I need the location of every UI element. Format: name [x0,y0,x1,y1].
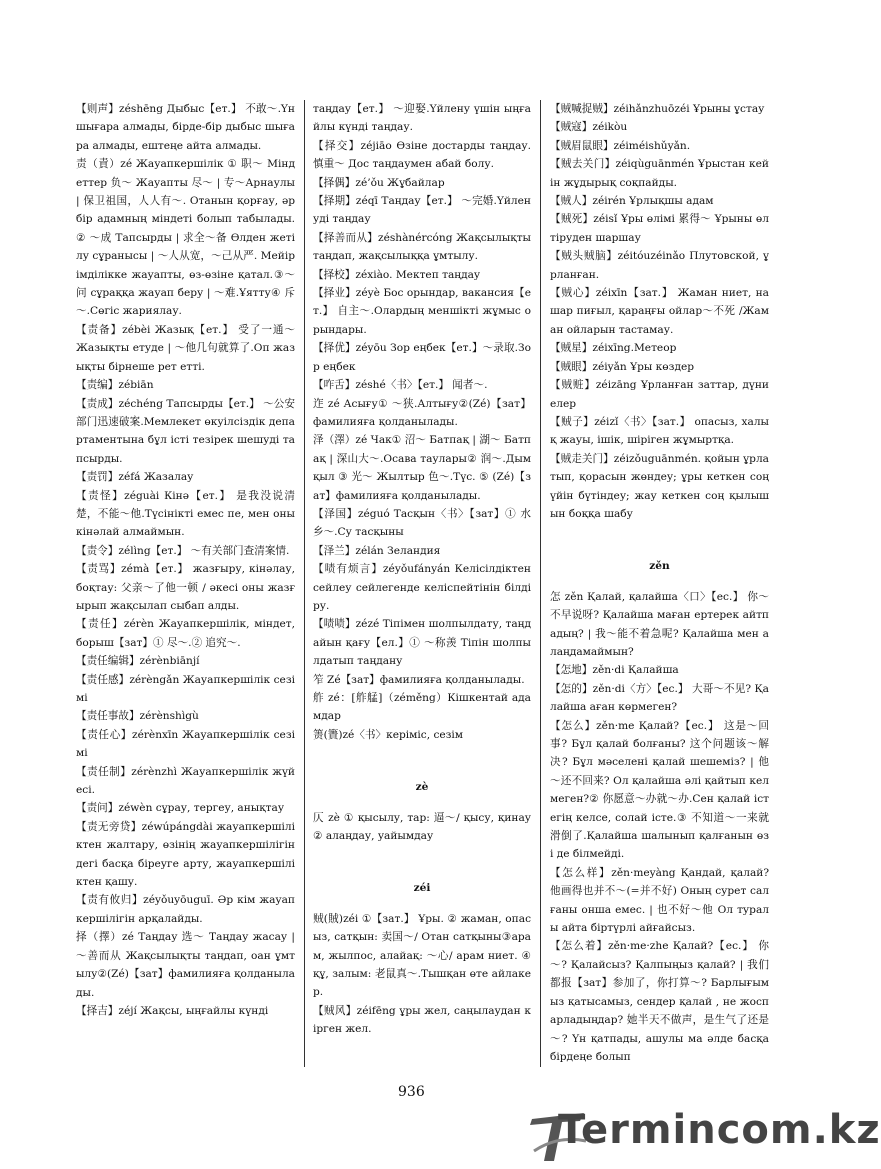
dictionary-entry: 贼(賊)zéi ①【зат.】 Ұры. ② жаман, опасыз, сатқын: 卖国～/ Отан сатқыны③арам, жылпос, алайақ: ～心/ арам ниет. ④ құ, залым: 老鼠真～.Тышқан өте айлакер. [313,912,531,999]
dictionary-entry: 【责罚】zéfá Жазалау [76,471,194,484]
dictionary-entry: 舴 zé：[舴艋]（zéměng）Кішкентай адамдар [313,692,531,723]
dictionary-entry: 【怎么样】zěn·meyàng Қандай, қалай? 他画得也并不～(=并不好) Оның сурет салғаны онша емес. | 也不好～他 Ол туралы айта біртүрлі айғайсыз. [550,866,769,935]
dictionary-entry: 笮 Zé【зат】фамилияға қолданылады. [313,673,525,686]
dictionary-entry: 【责任心】zérènxīn Жауапкершілік сезімі [76,728,295,760]
dictionary-entry: 【贼眼】zéiyǎn Ұры көздер [550,360,695,373]
dictionary-entry: 【责骂】zémà【ет.】 жазғыру, кінәлау, боқтау: 父亲～了他一顿 / әкесі оны жазғырып жақсылап сыбап алды. [76,563,295,612]
section-heading-ze4: zè [415,781,429,794]
dictionary-entry: 仄 zè ① қысылу, тар: 逼～/ қысу, қинау ② алаңдау, уайымдау [313,811,531,843]
dictionary-entry: 迮 zé Асығу① ～狭.Алтығу②(Zé)【зат】фамилияға қолданылады. [313,397,531,428]
dictionary-entry: 【择校】zéxiào. Мектеп таңдау [313,268,481,281]
dictionary-entry: 【贼子】zéizǐ〈书〉【зат.】 опасыз, халық жауы, ішік, шіріген жұмыртқа. [550,415,769,447]
dictionary-entry: 【贼星】zéixīng.Метеор [550,342,677,355]
dictionary-entry: 【责无旁贷】zéwúpángdài жауапкершіліктен жалтару, өзінің жауапкершілігіндегі басқа біреуге арту, жауапкершіліктен қашу. [76,820,295,889]
site-logo [528,1105,881,1165]
dictionary-entry: 【责怪】zéguài Кінә【ет.】 是我没说清楚，不能～他.Түсінікті емес пе, мен оны кінәлай алмаймын. [76,489,295,539]
entry-group [313,809,531,846]
column-right [550,100,769,1066]
dictionary-entry: 【择优】zéyōu Зор еңбек【ет.】～录取.Зор еңбек [313,342,531,373]
dictionary-entry: 【贼走关门】zéizǒuguānmén. қойын ұрлатып, қорасын жөндеу; ұры кеткен соң үйін бүтіндеу; жау кеткен соң қылышын боққа шабу [550,452,769,520]
dictionary-entry: 择（擇）zé Таңдау 选～ Таңдау жасау | ～善而从 Жақсылықты таңдап, оан ұмтылу②(Zé)【зат】фамилияға қолданылады. [76,931,295,999]
dictionary-entry: таңдау【ет.】 ～迎娶.Үйлену үшін ыңғайлы күнді таңдау. [313,103,531,134]
dictionary-entry: 【择业】zéyè Бос орындар, вакансия【ет.】 自主～.Олардың меншікті жұмыс орындары. [313,287,531,336]
dictionary-entry: 【责成】zéchéng Тапсырды【ет.】 ～公安部门迅速破案.Мемлекет өкуілсіздік департаментына бұл істі тезірек шешуді тапсырды. [76,397,295,465]
dictionary-entry: 【择交】zéjiāo Өзіне достарды таңдау. 慎重～ Дос таңдаумен абай болу. [313,139,531,171]
dictionary-entry: 【怎么】zěn·me Қалай?【ес.】 这是～回事? Бұл қалай болғаны? 这个问题该～解决? Бұл мәселені қалай шешеміз? | 他～还不回来? Ол қалайша әлі қайтып келмеген?② 你愿意～办就～办.Сен қалай істегің келсе, солай істе.③ 不知道～一来就滑倒了.Қалайша шалынып қалғанын өзі де білмейді. [550,719,769,861]
dictionary-entry: 【择善而从】zéshànércóng Жақсылықты таңдап, жақсылыққа ұмтылу. [313,231,531,263]
logo-text: Termincom.kz [558,1107,881,1153]
dictionary-entry: 【咋舌】zéshé〈书〉【ет.】 闻者～. [313,379,488,392]
column-divider-right [540,100,541,1067]
dictionary-entry: 【贼寇】zéikòu [550,121,628,134]
dictionary-entry: 【择吉】zéjí Жақсы, ыңғайлы күнді [76,1004,269,1017]
dictionary-entry: 【责任事故】zérènshìgù [76,710,199,723]
dictionary-entry: 箦(簀)zé〈书〉керіміс, сезім [313,728,464,741]
dictionary-entry: 责（責）zé Жауапкершілік ① 职～ Міндеттер 负～ Жауапты 尽～ | 专～Арнаулы | 保卫祖国，人人有～. Отанын қорғау, әрбір адамның міндеті болып табылады. ② ～成 Тапсырды | 求全～备 Өлден жетілу сұранысы | ～人从宽，～己从严. Мейірімділікке жауапты, өз-өзіне қатал.③～问 сұраққа жауап беру | ～难.Ұятту④ 斥～.Сөгіс жариялау. [76,158,295,318]
dictionary-entry: 【贼风】zéifēng ұры жел, саңылаудан кірген жел. [313,1004,531,1036]
dictionary-entry: 【责令】zélìng【ет.】 ～有关部门查清案情. [76,544,290,557]
column-left [76,100,295,1020]
dictionary-entry: 【责有攸归】zéyǒuyōuguī. Әр кім жауапкершілігін арқалайды. [76,894,295,925]
dictionary-entry: 【责问】zéwèn сұрау, тергеу, анықтау [76,802,285,815]
entry-group [550,588,769,1067]
dictionary-entry: 【贼赃】zéizāng Ұрланған заттар, дүниелер [550,379,769,410]
section-heading-zen: zěn [649,560,670,573]
dictionary-entry: 【贼头贼脑】zéitóuzéinǎo Плутовской, ұрланған. [550,250,769,281]
column-middle [313,100,531,1039]
dictionary-entry: 【怎么着】zěn·me·zhe Қалай?【ес.】 你～? Қалайсыз? Қалпыңыз қалай? | 我们都报【зат】参加了，你打算～? Барлығымыз қатысамыз, сендер қалай , не жоспарладыңдар? 她半天不做声，是生气了还是～? Үн қатпады, ашулы ма әлде басқа бірдеңе болып [550,940,769,1063]
dictionary-entry: 【贼心】zéixīn【зат.】 Жаман ниет, нашар пиғыл, қараңғы ойлар～不死 /Жаман ойларын тастамау. [550,287,769,336]
dictionary-entry: 【啧啧】zézé Тіпімен шолпылдату, таңдайын қағу【ел.】① ～称羡 Тіпін шолпылдатып таңдану [313,618,531,668]
entry-group [550,100,769,523]
dictionary-entry: 【择期】zéqī Таңдау【ет.】 ～完婚.Үйленуді таңдау [313,195,531,226]
dictionary-entry: 【贼去关门】zéiqùguānmén Ұрыстан кейін жұдырық соқпайды. [550,158,769,189]
dictionary-entry: 【责任感】zérèngǎn Жауапкершілік сезімі [76,673,295,704]
dictionary-entry: 怎 zěn Қалай, қалайша〈口〉【ес.】 你～不早说呀? Қалайша маған ертерек айтпадың? | 我～能不着急呢? Қалайша мен алаңдамаймын? [550,590,769,658]
entry-group [313,100,531,744]
dictionary-entry: 【泽国】zéguó Тасқын〈书〉【зат】① 水乡～.Су тасқыны [313,507,531,539]
dictionary-entry: 【择偶】zé’ǒu Жұбайлар [313,176,445,189]
column-divider-left [304,100,305,1067]
dictionary-entry: 【贼喊捉贼】zéihǎnzhuōzéi Ұрыны ұстау [550,103,765,115]
dictionary-entry: 【贼死】zéisǐ Ұры өлімі 累得～ Ұрыны өлтіруден шаршау [550,213,769,244]
dictionary-entry: 【责任】zérèn Жауапкершілік, міндет, борыш【зат】① 尽～.② 追究～. [76,618,295,649]
dictionary-entry: 【贼人】zéirén Ұрлықшы адам [550,195,714,208]
page-number: 936 [398,1084,425,1100]
dictionary-entry: 【责编】zébiān [76,379,154,392]
dictionary-entry: 【怎的】zěn·di〈方〉【ес.】 大哥～不见? Қалайша аған көрмеген? [550,682,769,714]
section-heading-zei: zéi [413,882,431,895]
dictionary-entry: 【则声】zéshēng Дыбыс【ет.】 不敢～.Үн шығара алмады, бірде-бір дыбыс шығара алмады, ештеңе айта алмады. [76,103,295,152]
dictionary-entry: 【贼眉鼠眼】zéiméishǔyǎn. [550,139,691,152]
dictionary-entry: 泽（澤）zé Чак① 沼～ Батпақ | 湖～ Батпақ | 深山大～.Осава таулары② 润～.Дымқыл ③ 光～ Жылтыр 色～.Түс. ⑤ (Zé)【зат】фамилияға қолданылады. [313,434,531,502]
dictionary-entry: 【怎地】zěn·di Қалайша [550,664,679,677]
entry-group [313,910,531,1039]
dictionary-entry: 【啧有烦言】zéyǒufányán Келісілдіктен сейлеу сейлегенде келіспейтінін білдіру. [313,563,531,612]
dictionary-entry: 【责任制】zérènzhì Жауапкершілік жүйесі. [76,765,295,797]
dictionary-entry: 【责任编辑】zérènbiānjí [76,655,200,668]
dictionary-entry: 【责备】zébèi Жазық【ет.】 受了一通～ Жазықты етуде | ～他几句就算了.Оп жазықты бірнеше рет етті. [76,323,295,373]
dictionary-entry: 【泽兰】zélán Зеландия [313,544,441,557]
